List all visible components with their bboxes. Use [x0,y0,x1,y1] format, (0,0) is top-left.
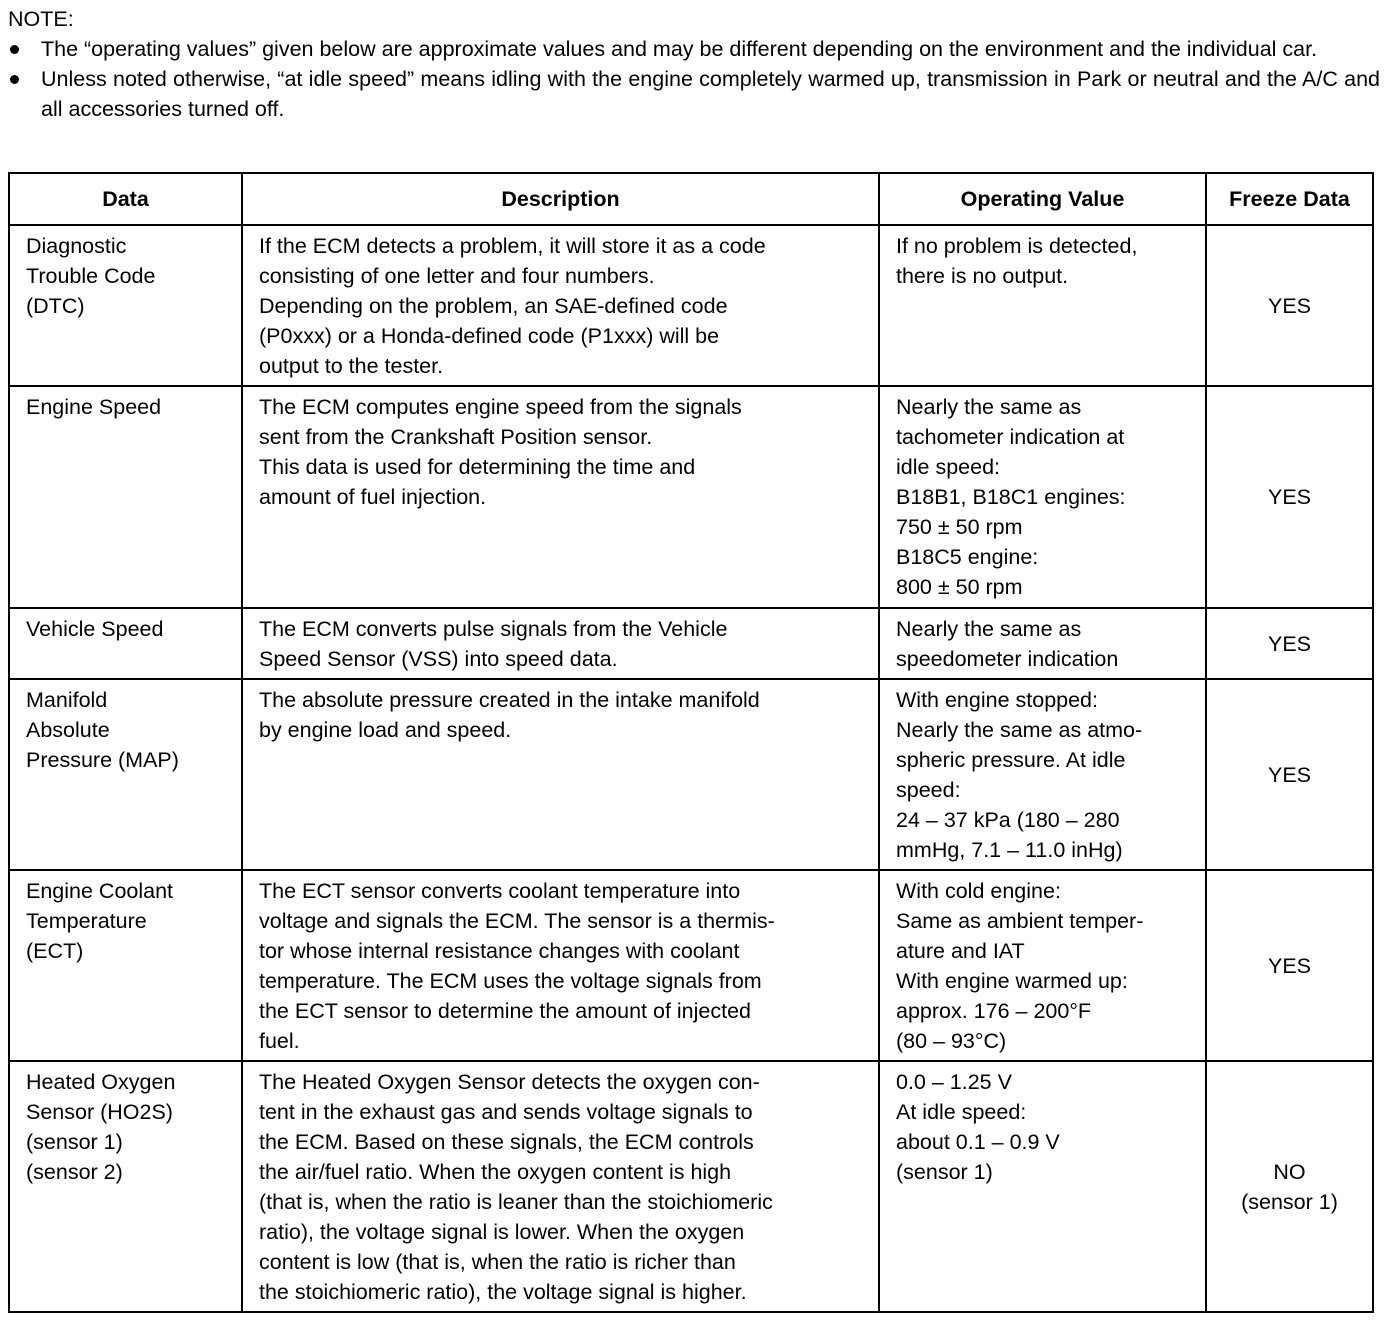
cell-line: YES [1267,485,1312,509]
description-cell [242,608,879,679]
cell-line: YES [1267,631,1312,656]
cell-line: the ECM. Based on these signals, the ECM controls [259,1130,754,1154]
cell-line: Nearly the same as [896,395,1082,419]
cell-line: the air/fuel ratio. When the oxygen content is high [259,1160,732,1184]
cell-line: NO [1273,1159,1306,1184]
cell-line: YES [1267,293,1312,318]
table-body [9,225,1373,1312]
cell-line: Diagnostic [26,234,127,258]
cell-line: idle speed: [896,455,1000,479]
note-item: The “operating values” given below are approximate values and may be different depending on the environment and the individual car. [8,34,1380,64]
operating-value-cell [879,679,1206,870]
cell-line: mmHg, 7.1 – 11.0 inHg) [896,838,1123,862]
cell-line: content is low (that is, when the ratio is richer than [259,1250,736,1274]
operating-value-cell [879,1061,1206,1312]
cell-line: amount of fuel injection. [259,485,487,509]
operating-value-cell [879,608,1206,679]
cell-line: voltage and signals the ECM. The sensor is a thermis- [259,909,775,933]
cell-line: Vehicle Speed [26,617,164,641]
table-row [9,608,1373,679]
cell-line: by engine load and speed. [259,718,512,742]
cell-line: (80 – 93°C) [896,1029,1007,1053]
cell-line: speed: [896,778,961,802]
cell-line: With engine stopped: [896,688,1098,712]
header-freeze-data: Freeze Data [1206,173,1373,225]
cell-line: If no problem is detected, [896,234,1138,258]
cell-line: ratio), the voltage signal is lower. When the oxygen [259,1220,745,1244]
cell-line: fuel. [259,1029,300,1053]
data-cell [9,1061,242,1312]
data-cell [9,608,242,679]
header-data: Data [9,173,242,225]
operating-value-cell [879,870,1206,1061]
cell-line: Trouble Code [26,264,156,288]
freeze-data-cell [1206,225,1373,386]
cell-line: Depending on the problem, an SAE-defined code [259,294,728,318]
cell-line: 24 – 37 kPa (180 – 280 [896,808,1120,832]
cell-line: (sensor 1) [896,1160,993,1184]
cell-line: Engine Speed [26,395,162,419]
cell-line: The ECT sensor converts coolant temperature into [259,879,741,903]
freeze-data-cell [1206,870,1373,1061]
data-cell [9,679,242,870]
cell-line: Absolute [26,718,110,742]
cell-line: the stoichiomeric ratio), the voltage signal is higher. [259,1280,747,1304]
cell-line: The absolute pressure created in the intake manifold [259,688,760,712]
cell-line: (sensor 1) [1241,1189,1338,1214]
cell-line: Pressure (MAP) [26,748,179,772]
cell-line: about 0.1 – 0.9 V [896,1130,1060,1154]
cell-line: output to the tester. [259,354,444,378]
cell-line: (that is, when the ratio is leaner than the stoichiomeric [259,1190,773,1214]
cell-line: tor whose internal resistance changes with coolant [259,939,740,963]
header-operating-value: Operating Value [879,173,1206,225]
cell-line: (sensor 1) [26,1130,123,1154]
cell-line: With engine warmed up: [896,969,1128,993]
cell-line: tachometer indication at [896,425,1125,449]
table-row [9,225,1373,386]
data-cell [9,225,242,386]
cell-line: With cold engine: [896,879,1061,903]
cell-line: the ECT sensor to determine the amount of injected [259,999,751,1023]
table-row [9,1061,1373,1312]
cell-line: approx. 176 – 200°F [896,999,1092,1023]
cell-line: 0.0 – 1.25 V [896,1070,1012,1094]
cell-line: Manifold [26,688,108,712]
freeze-data-cell [1206,386,1373,608]
cell-line: At idle speed: [896,1100,1027,1124]
cell-line: The Heated Oxygen Sensor detects the oxygen con- [259,1070,760,1094]
cell-line: The ECM computes engine speed from the signals [259,395,742,419]
table-row [9,386,1373,608]
description-cell [242,679,879,870]
cell-line: B18B1, B18C1 engines: [896,485,1126,509]
cell-line: speedometer indication [896,647,1119,671]
cell-line: Temperature [26,909,147,933]
table-row [9,679,1373,870]
cell-line: Nearly the same as [896,617,1082,641]
cell-line: 800 ± 50 rpm [896,575,1023,599]
cell-line: (sensor 2) [26,1160,123,1184]
freeze-data-cell [1206,679,1373,870]
cell-line: (DTC) [26,294,85,318]
freeze-data-cell [1206,1061,1373,1312]
cell-line: YES [1267,762,1312,787]
description-cell [242,870,879,1061]
note-item: Unless noted otherwise, “at idle speed” means idling with the engine completely warmed up, transmission in Park or neutral and the A/C and all accessories turned off. [8,64,1380,124]
note-block [8,4,1380,124]
cell-line: tent in the exhaust gas and sends voltage signals to [259,1100,753,1124]
cell-line: Same as ambient temper- [896,909,1144,933]
cell-line: spheric pressure. At idle [896,748,1126,772]
cell-line: This data is used for determining the time and [259,455,696,479]
data-table [8,172,1374,1313]
cell-line: there is no output. [896,264,1069,288]
freeze-data-cell [1206,608,1373,679]
cell-line: B18C5 engine: [896,545,1039,569]
note-list [8,34,1380,124]
cell-line: Speed Sensor (VSS) into speed data. [259,647,618,671]
description-cell [242,1061,879,1312]
cell-line: ature and IAT [896,939,1025,963]
note-title: NOTE: [8,7,74,31]
cell-line: YES [1267,953,1312,978]
header-description: Description [242,173,879,225]
cell-line: 750 ± 50 rpm [896,515,1023,539]
operating-value-cell [879,386,1206,608]
table-header-row [9,173,1373,225]
cell-line: The ECM converts pulse signals from the Vehicle [259,617,728,641]
cell-line: Nearly the same as atmo- [896,718,1143,742]
cell-line: If the ECM detects a problem, it will store it as a code [259,234,766,258]
cell-line: (P0xxx) or a Honda-defined code (P1xxx) will be [259,324,720,348]
cell-line: temperature. The ECM uses the voltage signals from [259,969,762,993]
cell-line: (ECT) [26,939,84,963]
description-cell [242,225,879,386]
cell-line: Heated Oxygen [26,1070,176,1094]
table-row [9,870,1373,1061]
operating-value-cell [879,225,1206,386]
data-cell [9,870,242,1061]
cell-line: Sensor (HO2S) [26,1100,173,1124]
data-cell [9,386,242,608]
description-cell [242,386,879,608]
cell-line: consisting of one letter and four numbers. [259,264,655,288]
cell-line: Engine Coolant [26,879,174,903]
cell-line: sent from the Crankshaft Position sensor. [259,425,653,449]
